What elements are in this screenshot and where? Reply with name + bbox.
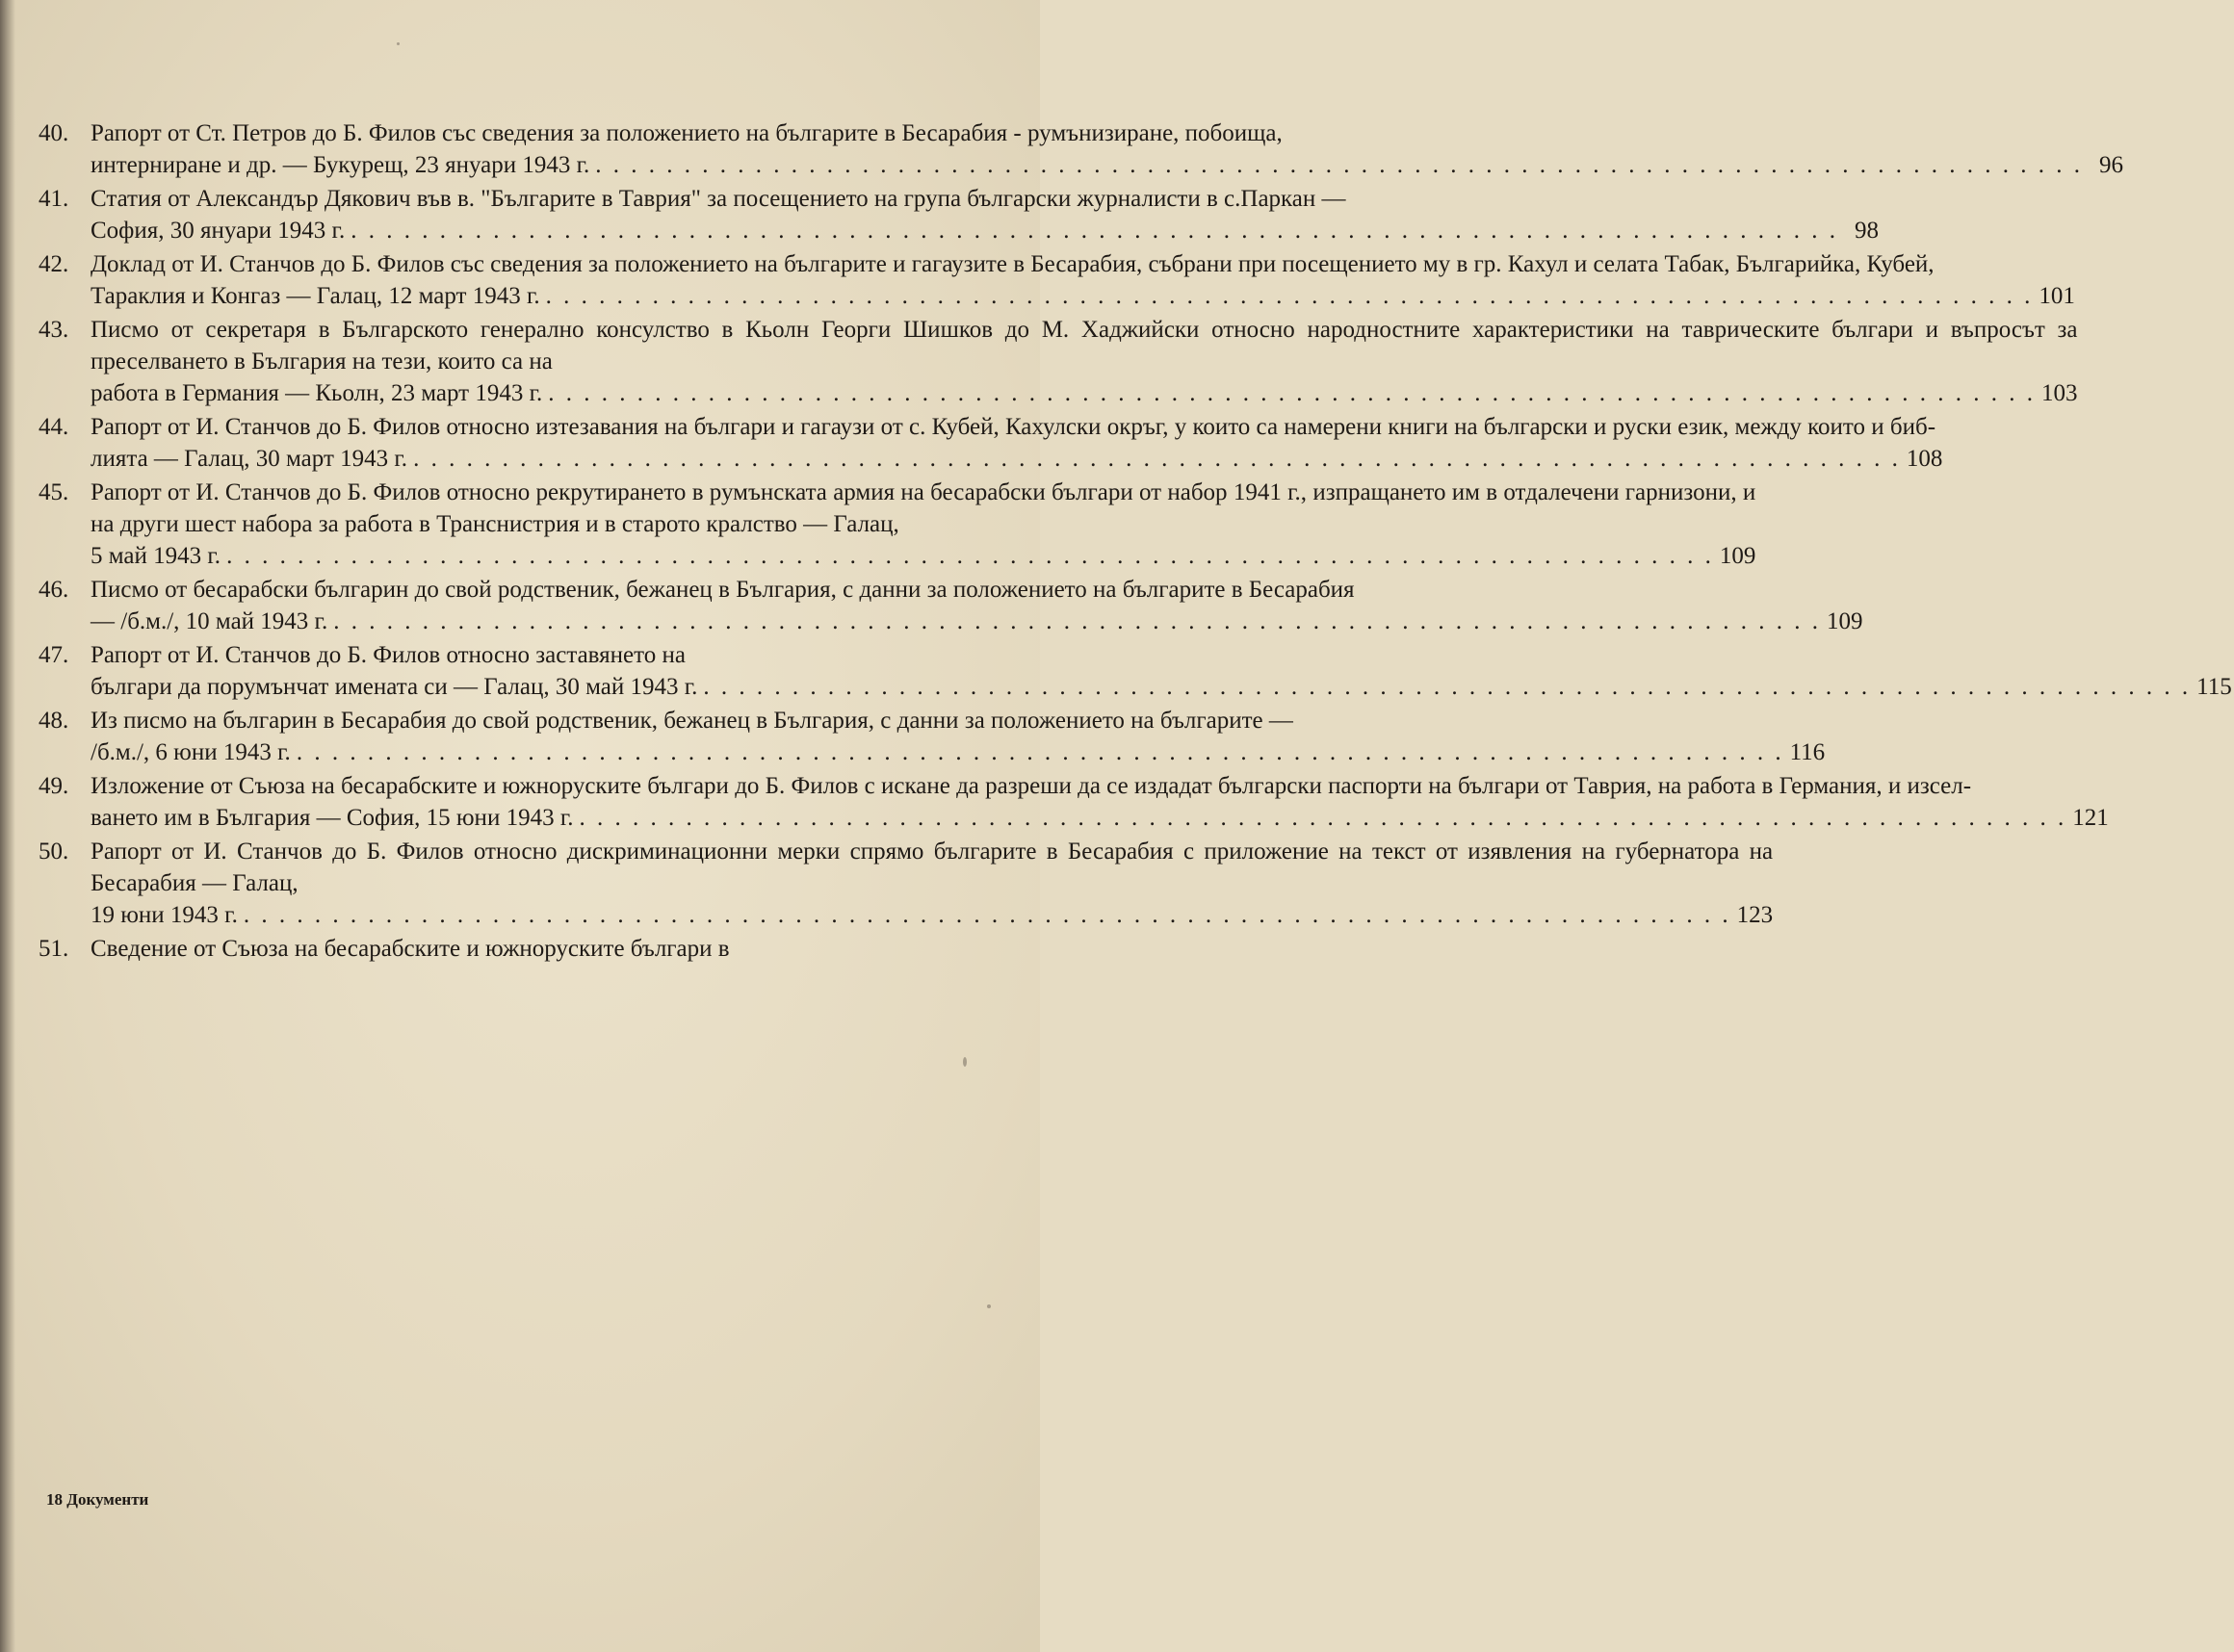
entry-number: 50. xyxy=(39,839,69,865)
entry-text: Сведение от Съюза на бесарабските и южноруските българи в xyxy=(91,936,730,962)
entry-last-text: лията — Галац, 30 март 1943 г. xyxy=(91,446,408,472)
entry-body xyxy=(91,477,1757,572)
entry-body xyxy=(91,183,1881,246)
toc-entry xyxy=(39,117,2124,181)
dot-leader xyxy=(548,377,2036,409)
entry-body xyxy=(91,314,2080,409)
entry-body xyxy=(91,574,1865,637)
entry-page: 96 xyxy=(2099,152,2124,178)
entry-last-line xyxy=(91,540,1755,572)
dot-leader xyxy=(333,606,1821,637)
page-footer: 18 Документи xyxy=(46,1490,149,1509)
entry-body xyxy=(91,117,2125,181)
paper-speck xyxy=(397,42,400,45)
entry-last-text: — /б.м./, 10 май 1943 г. xyxy=(91,608,328,634)
entry-page: 103 xyxy=(2041,380,2078,406)
entry-page: 98 xyxy=(1854,218,1879,244)
entry-number: 44. xyxy=(39,414,69,440)
entry-body xyxy=(91,836,1775,931)
entry-last-line xyxy=(91,802,2109,834)
entry-text: Писмо от бесарабски българин до свой родственик, бежанец в България, с данни за положението на българите в Бесарабия xyxy=(91,577,1355,603)
entry-last-text: София, 30 януари 1943 г. xyxy=(91,218,346,244)
entry-page: 109 xyxy=(1719,543,1756,569)
entry-body xyxy=(91,933,948,965)
dot-leader xyxy=(580,802,2067,834)
entry-last-text: Тараклия и Конгаз — Галац, 12 март 1943 г. xyxy=(91,283,540,309)
entry-text: Из писмо на българин в Бесарабия до свой родственик, бежанец в България, с данни за положението на българите — xyxy=(91,708,1293,734)
entry-last-line xyxy=(91,377,2078,409)
entry-number: 42. xyxy=(39,251,69,277)
entry-last-line xyxy=(91,606,1863,637)
entry-body xyxy=(91,248,2077,312)
entry-number: 51. xyxy=(39,936,69,962)
paper-speck xyxy=(963,1057,967,1067)
entry-last-text: 19 юни 1943 г. xyxy=(91,902,238,928)
entry-last-text: българи да порумънчат имената си — Галац, 30 май 1943 г. xyxy=(91,674,698,700)
entry-body xyxy=(91,770,2111,834)
dot-leader xyxy=(703,671,2191,703)
entry-body xyxy=(91,705,1827,768)
entry-text: Писмо от секретаря в Българското генерално консулство в Кьолн Георги Шишков до М. Хаджийски относно народностните характеристики на таврическите българи и въпросът за преселването в България на тези, които са на xyxy=(91,317,2078,374)
entry-body xyxy=(91,639,2234,703)
dot-leader xyxy=(244,899,1731,931)
dot-leader xyxy=(413,443,1901,475)
toc-entry xyxy=(39,836,1774,931)
entry-text: Рапорт от Ст. Петров до Б. Филов със сведения за положението на българите в Бесарабия - румънизиране, побоища, xyxy=(91,120,1283,146)
toc-entry xyxy=(39,770,2109,834)
toc-entry xyxy=(39,639,2232,703)
entry-number: 46. xyxy=(39,577,69,603)
entry-last-line xyxy=(91,280,2075,312)
toc-entry xyxy=(39,314,2078,409)
entry-page: 101 xyxy=(2039,283,2075,309)
entry-text: Рапорт от И. Станчов до Б. Филов относно изтезавания на българи и гагаузи от с. Кубей, Кахулски окръг, у които са намерени книги на български и руски език, между които и биб- xyxy=(91,414,1936,440)
entry-number: 49. xyxy=(39,773,69,799)
entry-body xyxy=(91,411,1944,475)
entry-last-line xyxy=(91,736,1825,768)
entry-text: Рапорт от И. Станчов до Б. Филов относно заставянето на xyxy=(91,642,686,668)
toc-entry xyxy=(39,574,1863,637)
entry-page: 109 xyxy=(1827,608,1863,634)
entry-text: Рапорт от И. Станчов до Б. Филов относно рекрутирането в румънската армия на бесарабски българи от набор 1941 г., изпращането им в отдалечени гарнизони, и на други шест набора за работа в Транснистрия и в старото кралство — Галац, xyxy=(91,479,1756,537)
entry-last-line xyxy=(91,149,2123,181)
entry-number: 43. xyxy=(39,317,69,343)
entry-page: 121 xyxy=(2072,805,2109,831)
entry-page: 123 xyxy=(1736,902,1774,928)
dot-leader xyxy=(546,280,2034,312)
binding-shadow xyxy=(0,0,15,1652)
entry-last-text: ването им в България — София, 15 юни 1943 г. xyxy=(91,805,574,831)
dot-leader xyxy=(351,215,1838,246)
entry-last-text: работа в Германия — Кьолн, 23 март 1943 г. xyxy=(91,380,543,406)
toc-entry xyxy=(39,411,1943,475)
entry-last-line xyxy=(91,899,1773,931)
entry-last-text: /б.м./, 6 юни 1943 г. xyxy=(91,739,291,765)
dot-leader xyxy=(595,149,2083,181)
entry-last-text: 5 май 1943 г. xyxy=(91,543,221,569)
toc-entry xyxy=(39,933,948,965)
entry-page: 115 xyxy=(2196,674,2232,700)
toc-entry xyxy=(39,705,1826,768)
entry-number: 48. xyxy=(39,708,69,734)
entry-number: 47. xyxy=(39,642,69,668)
entry-number: 45. xyxy=(39,479,69,505)
entry-last-text: интерниране и др. — Букурещ, 23 януари 1943 г. xyxy=(91,152,590,178)
entry-number: 41. xyxy=(39,186,69,212)
entry-text: Изложение от Съюза на бесарабските и южноруските българи до Б. Филов с искане да разреши да се издадат български паспорти на българи от Таврия, на работа в Германия, и изсел- xyxy=(91,773,1972,799)
entry-last-line xyxy=(91,215,1879,246)
entry-last-line xyxy=(91,671,2232,703)
entry-page: 108 xyxy=(1906,446,1943,472)
toc-entry xyxy=(39,477,1756,572)
dot-leader xyxy=(226,540,1714,572)
dot-leader xyxy=(297,736,1784,768)
entry-text: Доклад от И. Станчов до Б. Филов със сведения за положението на българите и гагаузите в Бесарабия, събрани при посещението му в гр. Кахул и селата Табак, Българийка, Кубей, xyxy=(91,251,1935,277)
table-of-contents xyxy=(39,117,2232,967)
toc-entry xyxy=(39,183,1879,246)
entry-text: Рапорт от И. Станчов до Б. Филов относно дискриминационни мерки спрямо българите в Бесарабия с приложение на текст от изявления на губернатора на Бесарабия — Галац, xyxy=(91,839,1774,896)
entry-page: 116 xyxy=(1789,739,1826,765)
entry-text: Статия от Александър Дякович във в. "Българите в Таврия" за посещението на група български журналисти в с.Паркан — xyxy=(91,186,1346,212)
entry-last-line xyxy=(91,443,1942,475)
paper-speck xyxy=(987,1304,991,1308)
entry-number: 40. xyxy=(39,120,69,146)
toc-entry xyxy=(39,248,2075,312)
